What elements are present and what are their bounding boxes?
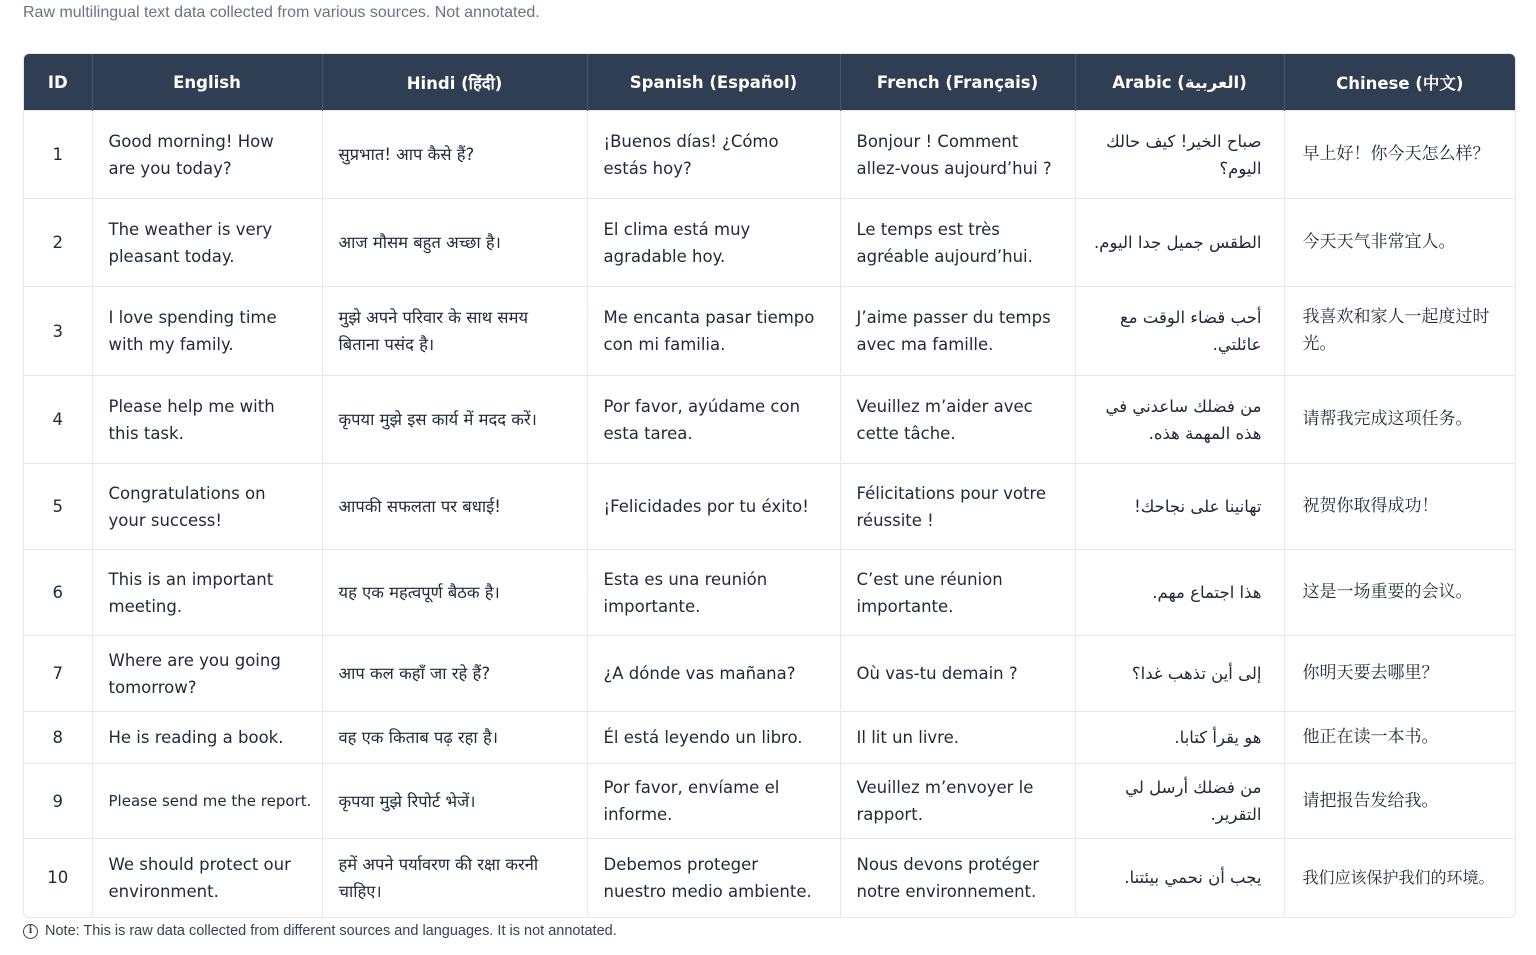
cell-english: He is reading a book. (92, 712, 322, 764)
cell-id: 1 (24, 111, 92, 199)
cell-hindi: वह एक किताब पढ़ रहा है। (322, 712, 587, 764)
cell-french: Nous devons protéger notre environnement. (840, 839, 1075, 917)
cell-arabic: تهانينا على نجاحك! (1075, 464, 1284, 550)
cell-arabic: هو يقرأ كتابا. (1075, 712, 1284, 764)
cell-french: Où vas-tu demain ? (840, 636, 1075, 712)
cell-english: Congratulations on your success! (92, 464, 322, 550)
column-header-chinese: Chinese (中文) (1284, 54, 1515, 111)
cell-chinese: 早上好！你今天怎么样？ (1284, 111, 1515, 199)
table-row (24, 376, 1515, 464)
table-row (24, 111, 1515, 199)
cell-chinese: 请帮我完成这项任务。 (1284, 376, 1515, 464)
cell-id: 8 (24, 712, 92, 764)
cell-english: This is an important meeting. (92, 550, 322, 636)
cell-spanish: Él está leyendo un libro. (587, 712, 840, 764)
cell-arabic: من فضلك أرسل لي التقرير. (1075, 764, 1284, 839)
cell-hindi: कृपया मुझे रिपोर्ट भेजें। (322, 764, 587, 839)
info-icon: i (23, 924, 38, 939)
cell-french: Le temps est très agréable aujourd’hui. (840, 199, 1075, 287)
cell-english: Good morning! How are you today? (92, 111, 322, 199)
cell-arabic: أحب قضاء الوقت مع عائلتي. (1075, 287, 1284, 376)
table-row (24, 550, 1515, 636)
cell-arabic: يجب أن نحمي بيئتنا. (1075, 839, 1284, 917)
column-header-spanish: Spanish (Español) (587, 54, 840, 111)
cell-english: I love spending time with my family. (92, 287, 322, 376)
cell-chinese: 你明天要去哪里？ (1284, 636, 1515, 712)
cell-chinese: 他正在读一本书。 (1284, 712, 1515, 764)
multilingual-table (23, 53, 1516, 918)
footnote-text: Note: This is raw data collected from different sources and languages. It is not annotated. (45, 923, 617, 939)
cell-french: Bonjour ! Comment allez-vous aujourd’hui ? (840, 111, 1075, 199)
cell-hindi: सुप्रभात! आप कैसे हैं? (322, 111, 587, 199)
cell-chinese: 我们应该保护我们的环境。 (1284, 839, 1515, 917)
cell-hindi: कृपया मुझे इस कार्य में मदद करें। (322, 376, 587, 464)
column-header-hindi: Hindi (हिंदी) (322, 54, 587, 111)
table-header-row (24, 54, 1515, 111)
cell-arabic: إلى أين تذهب غدا؟ (1075, 636, 1284, 712)
cell-id: 10 (24, 839, 92, 917)
cell-spanish: ¡Buenos días! ¿Cómo estás hoy? (587, 111, 840, 199)
cell-english: We should protect our environment. (92, 839, 322, 917)
cell-arabic: من فضلك ساعدني في هذه المهمة هذه. (1075, 376, 1284, 464)
cell-chinese: 这是一场重要的会议。 (1284, 550, 1515, 636)
table-row (24, 636, 1515, 712)
cell-english: Please send me the report. (92, 764, 322, 839)
table-row (24, 287, 1515, 376)
cell-french: Félicitations pour votre réussite ! (840, 464, 1075, 550)
cell-arabic: الطقس جميل جدا اليوم. (1075, 199, 1284, 287)
cell-hindi: आपकी सफलता पर बधाई! (322, 464, 587, 550)
cell-hindi: आप कल कहाँ जा रहे हैं? (322, 636, 587, 712)
cell-id: 2 (24, 199, 92, 287)
cell-french: J’aime passer du temps avec ma famille. (840, 287, 1075, 376)
cell-spanish: Debemos proteger nuestro medio ambiente. (587, 839, 840, 917)
table-row (24, 764, 1515, 839)
cell-french: Veuillez m’envoyer le rapport. (840, 764, 1075, 839)
cell-english: The weather is very pleasant today. (92, 199, 322, 287)
column-header-arabic: Arabic (العربية) (1075, 54, 1284, 111)
cell-hindi: मुझे अपने परिवार के साथ समय बिताना पसंद है। (322, 287, 587, 376)
cell-id: 5 (24, 464, 92, 550)
cell-english: Where are you going tomorrow? (92, 636, 322, 712)
cell-id: 7 (24, 636, 92, 712)
cell-spanish: Por favor, ayúdame con esta tarea. (587, 376, 840, 464)
footnote (23, 923, 617, 939)
cell-french: C’est une réunion importante. (840, 550, 1075, 636)
cell-chinese: 请把报告发给我。 (1284, 764, 1515, 839)
table-row (24, 464, 1515, 550)
cell-spanish: Me encanta pasar tiempo con mi familia. (587, 287, 840, 376)
cell-spanish: Por favor, envíame el informe. (587, 764, 840, 839)
cell-spanish: Esta es una reunión importante. (587, 550, 840, 636)
cell-id: 4 (24, 376, 92, 464)
cell-chinese: 今天天气非常宜人。 (1284, 199, 1515, 287)
table-row (24, 712, 1515, 764)
cell-french: Veuillez m’aider avec cette tâche. (840, 376, 1075, 464)
cell-spanish: ¡Felicidades por tu éxito! (587, 464, 840, 550)
cell-spanish: El clima está muy agradable hoy. (587, 199, 840, 287)
cell-id: 6 (24, 550, 92, 636)
cell-arabic: صباح الخير! كيف حالك اليوم؟ (1075, 111, 1284, 199)
cell-id: 3 (24, 287, 92, 376)
cell-chinese: 我喜欢和家人一起度过时光。 (1284, 287, 1515, 376)
cell-french: Il lit un livre. (840, 712, 1075, 764)
table-row (24, 839, 1515, 917)
cell-arabic: هذا اجتماع مهم. (1075, 550, 1284, 636)
table-row (24, 199, 1515, 287)
cell-hindi: आज मौसम बहुत अच्छा है। (322, 199, 587, 287)
cell-spanish: ¿A dónde vas mañana? (587, 636, 840, 712)
cell-english: Please help me with this task. (92, 376, 322, 464)
cell-hindi: यह एक महत्वपूर्ण बैठक है। (322, 550, 587, 636)
column-header-english: English (92, 54, 322, 111)
column-header-french: French (Français) (840, 54, 1075, 111)
column-header-id: ID (24, 54, 92, 111)
cell-chinese: 祝贺你取得成功！ (1284, 464, 1515, 550)
cell-hindi: हमें अपने पर्यावरण की रक्षा करनी चाहिए। (322, 839, 587, 917)
cell-id: 9 (24, 764, 92, 839)
page-caption: Raw multilingual text data collected from various sources. Not annotated. (23, 4, 540, 21)
